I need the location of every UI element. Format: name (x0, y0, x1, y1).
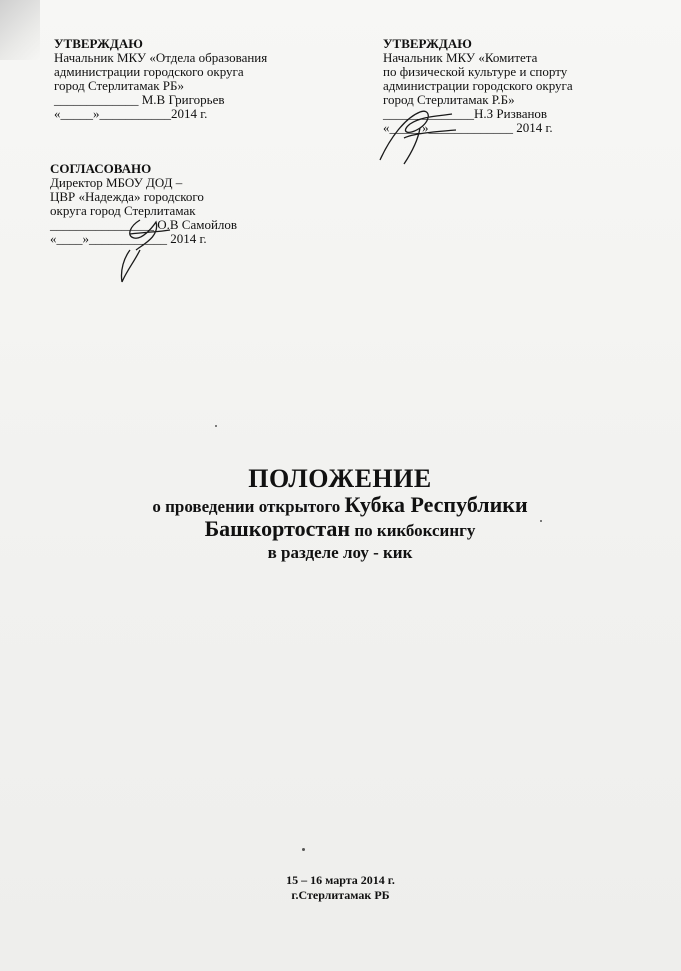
approval-block-left (54, 37, 284, 121)
document-subtitle-line-3: в разделе лоу - кик (267, 543, 413, 562)
document-footer (200, 873, 481, 903)
document-title: ПОЛОЖЕНИЕ (248, 464, 432, 493)
page-corner-shadow (0, 0, 40, 60)
agreed-line: Директор МБОУ ДОД – (50, 175, 183, 190)
agreed-line: округа город Стерлитамак (50, 203, 196, 218)
document-subtitle-line-1 (60, 494, 620, 518)
subtitle-cup-name: Кубка Республики (344, 492, 528, 517)
approval-signature-line: _____________ М.В Григорьев (54, 92, 225, 107)
signature-agreed-icon (100, 210, 180, 290)
event-dates: 15 – 16 марта 2014 г. (286, 873, 395, 887)
agreed-signature-line: ________________ О.В Самойлов (50, 217, 238, 232)
approval-line: город Стерлитамак Р.Б» (383, 92, 515, 107)
subtitle-sport: по кикбоксингу (354, 521, 476, 540)
agreed-date-line: «____»____________ 2014 г. (50, 231, 207, 246)
document-subtitle-line-2 (60, 518, 620, 542)
approval-heading-left: УТВЕРЖДАЮ (54, 36, 143, 51)
agreed-line: ЦВР «Надежда» городского (50, 189, 204, 204)
event-city: г.Стерлитамак РБ (291, 888, 390, 902)
approval-line: Начальник МКУ «Отдела образования (54, 50, 268, 65)
scan-speck (302, 848, 305, 851)
subtitle-region-name: Башкортостан (204, 516, 351, 541)
agreed-block (50, 162, 310, 246)
approval-line: Начальник МКУ «Комитета (383, 50, 538, 65)
approval-line: город Стерлитамак РБ» (54, 78, 184, 93)
approval-date-line: «_____»___________2014 г. (54, 106, 208, 121)
approval-line: администрации городского округа (54, 64, 244, 79)
signature-right-icon (360, 98, 470, 168)
agreed-heading: СОГЛАСОВАНО (50, 161, 152, 176)
document-title-block (60, 464, 620, 564)
subtitle-prefix: о проведении открытого (152, 497, 341, 516)
approval-date-line: «_____»_____________ 2014 г. (383, 120, 553, 135)
scan-speck (215, 425, 217, 427)
approval-heading-right: УТВЕРЖДАЮ (383, 36, 472, 51)
scan-speck (540, 520, 542, 522)
approval-line: по физической культуре и спорту (383, 64, 568, 79)
approval-signature-line: ______________Н.З Ризванов (383, 106, 548, 121)
approval-line: администрации городского округа (383, 78, 573, 93)
